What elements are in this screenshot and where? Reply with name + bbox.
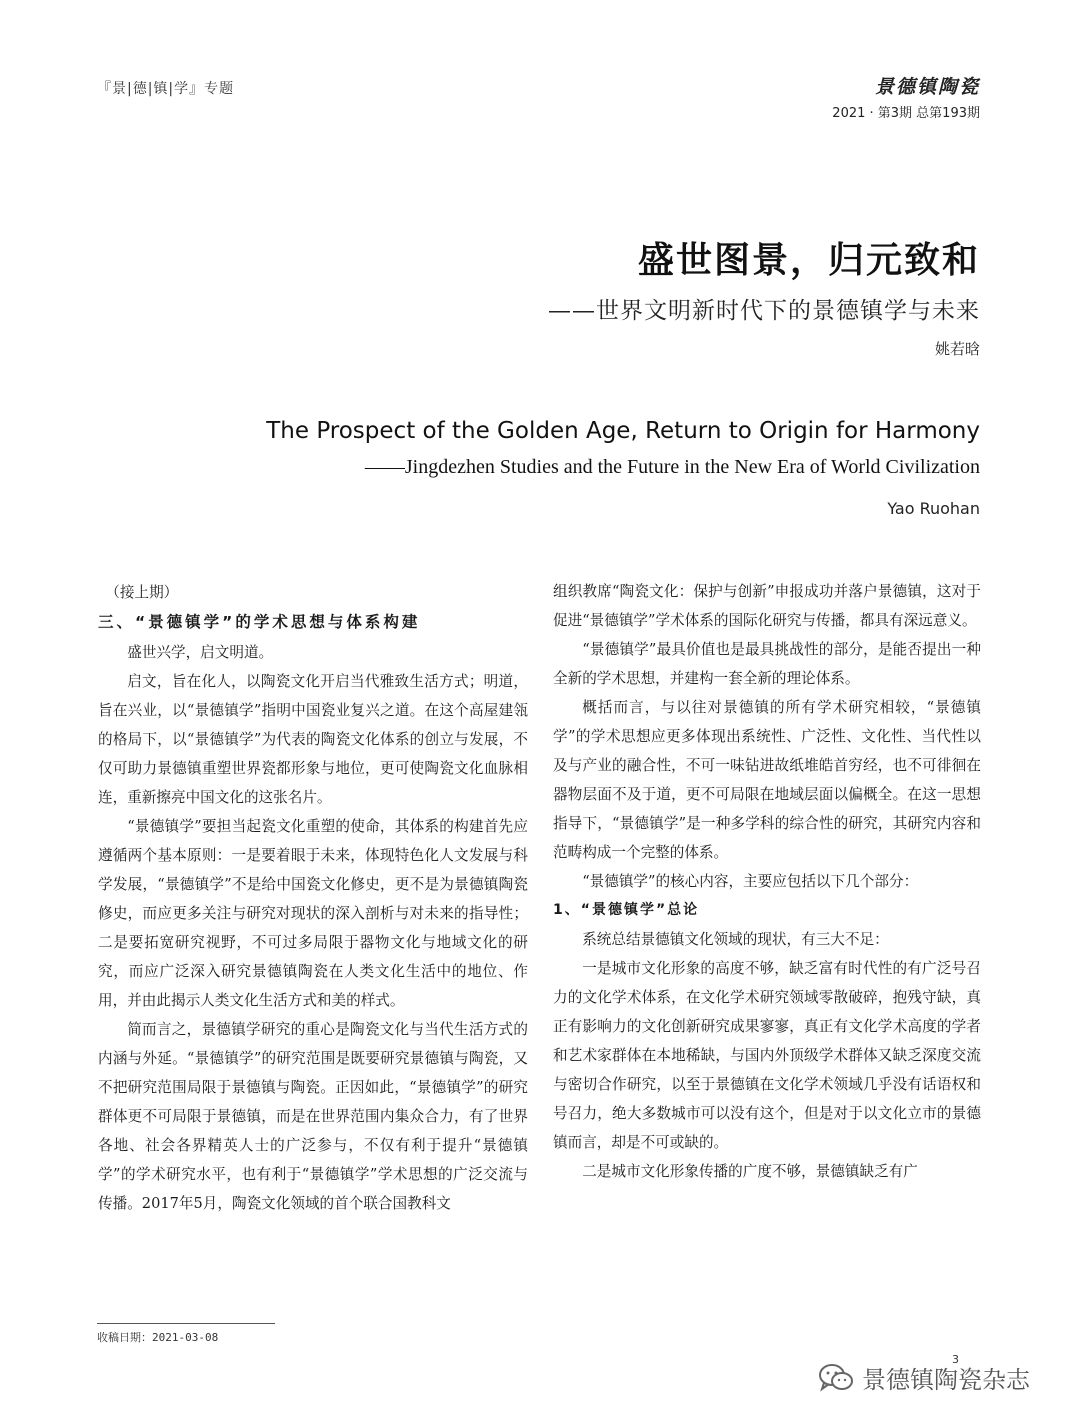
watermark-text: 景德镇陶瓷杂志 [862,1366,1030,1394]
left-column [98,578,528,1218]
article-subtitle-cn: ——世界文明新时代下的景德镇学与未来 [548,298,980,324]
paragraph: 二是城市文化形象传播的广度不够，景德镇缺乏有广 [582,1163,918,1180]
paragraph: “景德镇学”的核心内容，主要应包括以下几个部分： [582,873,919,890]
section-heading: 三、“景德镇学”的学术思想与体系构建 [98,613,421,631]
paragraph: 系统总结景德镇文化领域的现状，有三大不足： [582,931,889,948]
footnote-received-date: 收稿日期：2021-03-08 [97,1331,219,1344]
paragraph: 简而言之，景德镇学研究的重心是陶瓷文化与当代生活方式的内涵与外延。“景德镇学”的研究范围是既要研究景德镇与陶瓷，又不把研究范围局限于景德镇与陶瓷。正因如此，“景德镇学”的研究群体更不可局限于景德镇，而是在世界范围内集众合力，有了世界各地、社会各界精英人士的广泛参与，不仅有利于提升“景德镇学”的学术研究水平，也有利于“景德镇学”学术思想的广泛交流与传播。2017年5月，陶瓷文化领域的首个联合国教科文 [98,1021,528,1212]
page-number: 3 [952,1353,959,1366]
wechat-icon [818,1363,854,1393]
paragraph: 启文，旨在化人，以陶瓷文化开启当代雅致生活方式；明道，旨在兴业，以“景德镇学”指明中国瓷业复兴之道。在这个高屋建瓴的格局下，以“景德镇学”为代表的陶瓷文化体系的创立与发展，不仅可助力景德镇重塑世界瓷都形象与地位，更可使陶瓷文化血脉相连，重新擦亮中国文化的这张名片。 [98,673,528,806]
paragraph: “景德镇学”最具价值也是最具挑战性的部分，是能否提出一种全新的学术思想，并建构一套全新的理论体系。 [553,641,981,687]
article-subtitle-en: ——Jingdezhen Studies and the Future in the New Era of World Civilization [364,456,980,478]
continued-label: （接上期） [105,584,179,601]
paragraph: 一是城市文化形象的高度不够，缺乏富有时代性的有广泛号召力的文化学术体系，在文化学术研究领域零散破碎，抱残守缺，真正有影响力的文化创新研究成果寥寥，真正有文化学术高度的学者和艺术家群体在本地稀缺，与国内外顶级学术群体又缺乏深度交流与密切合作研究，以至于景德镇在文化学术领域几乎没有话语权和号召力，绝大多数城市可以没有这个，但是对于以文化立市的景德镇而言，却是不可或缺的。 [553,960,981,1151]
author-cn: 姚若晗 [934,340,980,358]
right-column [553,577,981,1186]
paragraph: “景德镇学”要担当起瓷文化重塑的使命，其体系的构建首先应遵循两个基本原则：一是要着眼于未来，体现特色化人文发展与科学发展，“景德镇学”不是给中国瓷文化修史，更不是为景德镇陶瓷修史，而应更多关注与研究对现状的深入剖析与对未来的指导性；二是要拓宽研究视野，不可过多局限于器物文化与地域文化的研究，而应广泛深入研究景德镇陶瓷在人类文化生活中的地位、作用，并由此揭示人类文化生活方式和美的样式。 [98,818,528,1009]
article-title-cn: 盛世图景，归元致和 [637,239,980,281]
paragraph: 概括而言，与以往对景德镇的所有学术研究相较，“景德镇学”的学术思想应更多体现出系统性、广泛性、文化性、当代性以及与产业的融合性，不可一味钻进故纸堆皓首穷经，也不可徘徊在器物层面不及于道，更不可局限在地域层面以偏概全。在这一思想指导下，“景德镇学”是一种多学科的综合性的研究，其研究内容和范畴构成一个完整的体系。 [553,699,981,861]
issue-info: 2021 · 第3期 总第193期 [832,106,980,121]
paragraph-continuation: 组织教席“陶瓷文化：保护与创新”申报成功并落户景德镇，这对于促进“景德镇学”学术体系的国际化研究与传播，都具有深远意义。 [553,583,981,629]
sub-heading: 1、“景德镇学”总论 [553,902,700,918]
article-title-en: The Prospect of the Golden Age, Return to Origin for Harmony [266,418,980,444]
author-en: Yao Ruohan [887,499,980,518]
footnote-divider [97,1323,275,1324]
column-label: 『景|德|镇|学』专题 [97,81,235,97]
journal-logo: 景德镇陶瓷 [874,76,980,98]
watermark [818,1360,1030,1395]
paragraph: 盛世兴学，启文明道。 [127,644,274,661]
